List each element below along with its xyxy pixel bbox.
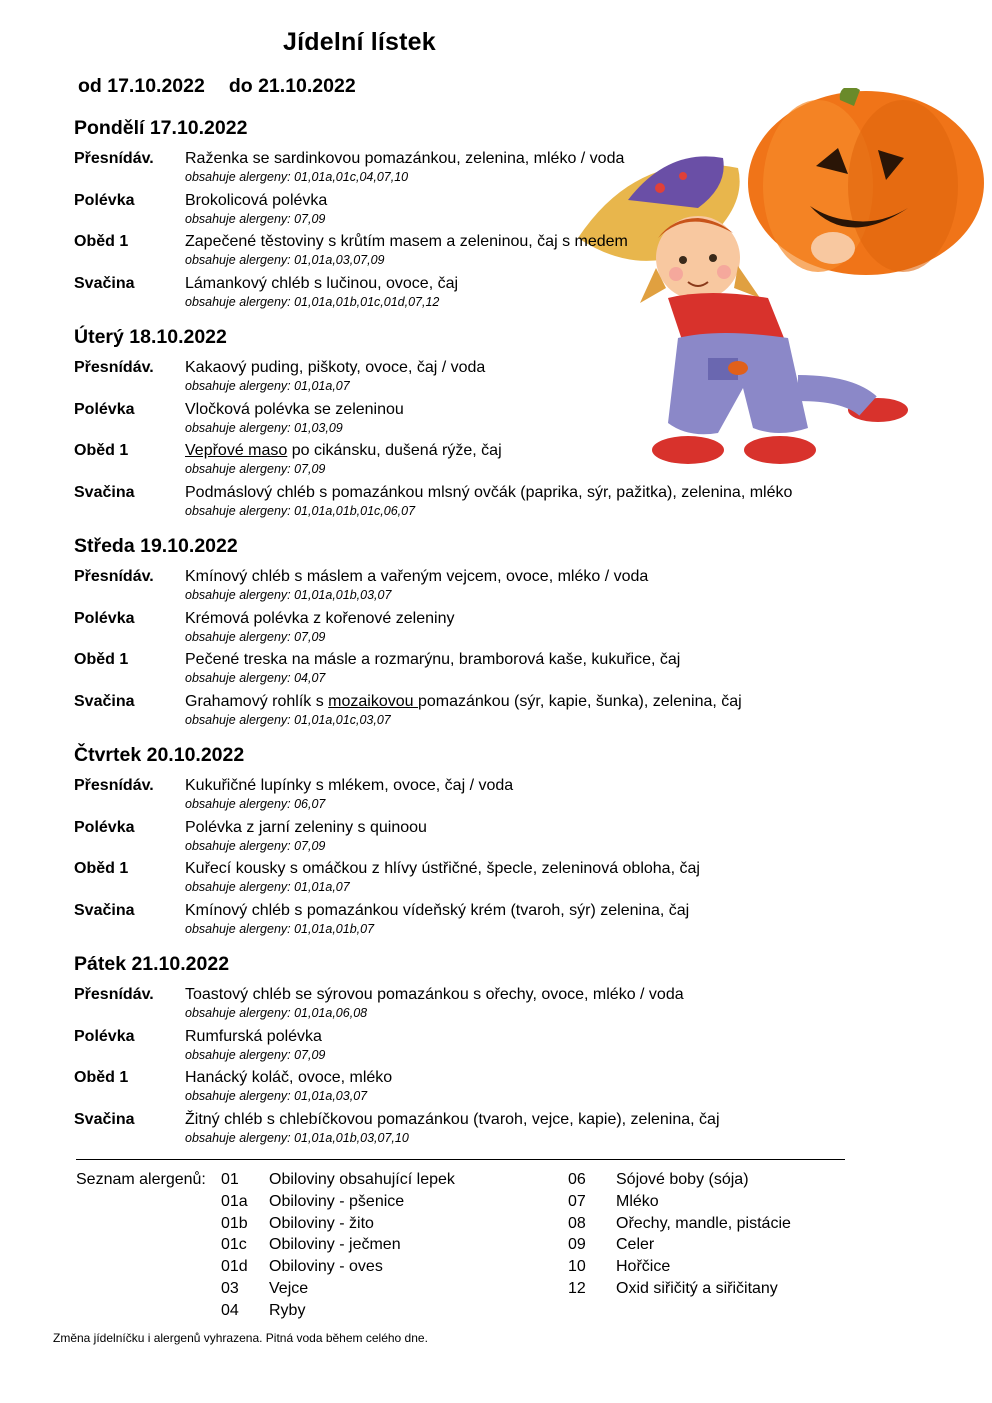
allergen-name: Ryby [269,1301,306,1319]
meal-row [74,900,854,942]
meal-row [74,440,854,482]
day-heading: Středa 19.10.2022 [74,535,238,557]
meal-allergens: obsahuje alergeny: 01,01a,01c,03,07 [185,712,391,727]
meal-description [185,150,624,168]
meal-allergens: obsahuje alergeny: 07,09 [185,462,326,477]
meal-label: Přesnídáv. [74,777,154,794]
meal-description-text: pomazánkou (sýr, kapie, šunka), zelenina, čaj [417,692,742,710]
meal-row [74,649,854,691]
meal-description-text: Kuřecí kousky s omáčkou z hlívy ústřičné, špecle, zeleninová obloha, čaj [185,860,700,878]
allergen-code: 07 [568,1192,586,1210]
meal-label: Přesnídáv. [74,568,154,585]
meal-allergens: obsahuje alergeny: 01,01a,01b,01c,01d,07,12 [185,294,440,309]
meal-allergens: obsahuje alergeny: 01,01a,07 [185,880,350,895]
meal-allergens: obsahuje alergeny: 01,01a,01b,07 [185,921,375,936]
meal-allergens: obsahuje alergeny: 01,01a,07 [185,379,350,393]
meal-description-text: Krémová polévka z kořenové zeleniny [185,609,455,627]
meal-description-text: Rumfurská polévka [185,1027,322,1045]
meal-label: Oběd 1 [74,1069,129,1087]
day-section [74,743,854,941]
allergen-code: 12 [568,1279,586,1297]
meal-allergens: obsahuje alergeny: 01,01a,03,07 [185,1089,368,1104]
meal-description [185,819,427,837]
meal-label: Svačina [74,274,135,292]
allergen-code: 01a [221,1192,248,1210]
allergen-name: Ořechy, mandle, pistácie [616,1214,791,1232]
meal-description [185,568,648,586]
meal-label: Přesnídáv. [74,359,154,376]
meal-description [185,777,513,795]
meal-allergens: obsahuje alergeny: 04,07 [185,671,326,686]
allergen-name: Mléko [616,1192,659,1210]
legend-divider [76,1159,845,1160]
meal-description [185,1069,392,1087]
meal-description-text: Brokolicová polévka [185,191,328,209]
meal-description-text: po cikánsku, dušená rýže, čaj [287,442,502,460]
meal-row [74,1109,854,1151]
meal-description-text: Lámankový chléb s lučinou, ovoce, čaj [185,274,459,292]
meal-allergens: obsahuje alergeny: 01,03,09 [185,420,343,435]
allergen-code: 01b [221,1214,248,1232]
meal-description-text: Toastový chléb se sýrovou pomazánkou s ořechy, ovoce, mléko / voda [185,986,684,1003]
meal-allergens: obsahuje alergeny: 07,09 [185,838,326,853]
meal-description-text: Raženka se sardinkovou pomazánkou, zelenina, mléko / voda [185,150,625,167]
day-section [74,325,854,523]
meal-label: Oběd 1 [74,442,129,460]
allergen-code: 03 [221,1279,239,1297]
meal-allergens: obsahuje alergeny: 07,09 [185,211,326,226]
meal-description-text: Kmínový chléb s pomazánkou vídeňský krém (tvaroh, sýr) zelenina, čaj [185,901,690,919]
meal-allergens: obsahuje alergeny: 01,01a,01b,03,07,10 [185,1130,409,1145]
meal-description-start: Grahamový rohlík s [185,692,329,710]
meal-allergens: obsahuje alergeny: 01,01a,01b,01c,06,07 [185,503,416,518]
meal-label: Svačina [74,483,135,501]
meal-description-underlined: Vepřové maso [185,442,288,460]
date-to: do 21.10.2022 [228,75,356,97]
meal-row [74,190,854,232]
day-section [74,534,854,732]
allergen-code: 01c [221,1236,247,1254]
meal-row [74,231,854,273]
meal-description-text: Podmáslový chléb s pomazánkou mlsný ovčák (paprika, sýr, pažitka), zelenina, mléko [185,483,793,501]
meal-allergens: obsahuje alergeny: 06,07 [185,797,326,811]
allergen-name: Hořčice [616,1258,671,1276]
meal-row [74,273,854,315]
meal-label: Oběd 1 [74,233,129,251]
meal-description [185,484,792,502]
allergen-name: Obiloviny - oves [269,1258,383,1276]
meal-description [185,442,502,460]
legend-label: Seznam alergenů: [76,1171,206,1188]
allergen-code: 01d [221,1258,248,1276]
meal-description [185,192,327,210]
meal-description-text: Polévka z jarní zeleniny s quinoou [185,818,427,836]
allergen-name: Obiloviny obsahující lepek [269,1171,455,1188]
meal-label: Polévka [74,1027,135,1045]
meal-allergens: obsahuje alergeny: 07,09 [185,1047,326,1062]
meal-label: Přesnídáv. [74,986,154,1003]
meal-description [185,610,454,628]
meal-description [185,651,680,669]
date-from: od 17.10.2022 [78,75,205,97]
meal-row [74,148,854,190]
meal-label: Polévka [74,191,135,209]
meal-label: Polévka [74,400,135,418]
meal-description-text: Kukuřičné lupínky s mlékem, ovoce, čaj / voda [185,777,514,794]
meal-description [185,401,404,419]
meal-row [74,775,854,817]
meal-description [185,359,485,377]
meal-row [74,1067,854,1109]
meal-description [185,902,689,920]
meal-row [74,691,854,733]
meal-row [74,1026,854,1068]
meal-row [74,858,854,900]
day-heading: Čtvrtek 20.10.2022 [74,744,245,766]
allergen-code: 10 [568,1258,586,1276]
allergen-name: Obiloviny - pšenice [269,1192,405,1210]
meal-label: Oběd 1 [74,651,129,669]
date-range [78,75,356,98]
meal-description [185,1028,322,1046]
page-title: Jídelní lístek [283,28,436,56]
meal-description [185,1111,720,1129]
meal-row [74,357,854,399]
day-heading: Pátek 21.10.2022 [74,953,230,975]
meal-row [74,566,854,608]
meal-allergens: obsahuje alergeny: 01,01a,01b,03,07 [185,588,392,602]
meal-description [185,986,684,1004]
meal-description-text: Hanácký koláč, ovoce, mléko [185,1069,393,1087]
allergen-code: 06 [568,1171,586,1188]
meal-label: Svačina [74,1110,135,1128]
meal-allergens: obsahuje alergeny: 07,09 [185,629,326,644]
allergen-code: 01 [221,1171,239,1188]
day-section [74,952,854,1150]
meal-row [74,984,854,1026]
footer-note: Změna jídelníčku i alergenů vyhrazena. Pitná voda během celého dne. [53,1331,428,1345]
meal-description-text: Pečené treska na másle a rozmarýnu, bramborová kaše, kukuřice, čaj [185,651,681,669]
meal-row [74,817,854,859]
meal-description [185,693,742,711]
meal-description-text: Žitný chléb s chlebíčkovou pomazánkou (tvaroh, vejce, kapie), zelenina, čaj [185,1110,720,1128]
meal-label: Svačina [74,901,135,919]
meal-allergens: obsahuje alergeny: 01,01a,06,08 [185,1006,368,1020]
meal-description-text: Kmínový chléb s máslem a vařeným vejcem, ovoce, mléko / voda [185,568,649,585]
meal-row [74,608,854,650]
meal-label: Svačina [74,692,135,710]
meal-label: Polévka [74,609,135,627]
allergen-name: Obiloviny - ječmen [269,1236,401,1254]
allergen-name: Obiloviny - žito [269,1214,374,1232]
allergen-name: Oxid siřičitý a siřičitany [616,1279,778,1297]
meal-description-text: Vločková polévka se zeleninou [185,400,404,418]
meal-row [74,399,854,441]
allergen-code: 09 [568,1236,586,1254]
allergen-code: 04 [221,1301,239,1319]
meal-description-text: Zapečené těstoviny s krůtím masem a zeleninou, čaj s medem [185,233,628,251]
day-heading: Úterý 18.10.2022 [74,326,227,348]
day-heading: Pondělí 17.10.2022 [74,117,248,139]
meal-allergens: obsahuje alergeny: 01,01a,01c,04,07,10 [185,170,409,184]
allergen-code: 08 [568,1214,586,1232]
meal-description-text: Kakaový puding, piškoty, ovoce, čaj / voda [185,359,486,376]
meal-label: Polévka [74,818,135,836]
meal-row [74,482,854,524]
allergen-name: Vejce [269,1279,309,1297]
meal-description [185,233,628,251]
meal-description [185,860,700,878]
meal-description [185,275,458,293]
allergen-name: Celer [616,1236,655,1254]
meal-label: Oběd 1 [74,860,129,878]
meal-allergens: obsahuje alergeny: 01,01a,03,07,09 [185,253,385,268]
allergen-name: Sójové boby (sója) [616,1171,749,1188]
meal-label: Přesnídáv. [74,150,154,167]
meal-description-underlined: mozaikovou [328,692,418,710]
day-section [74,116,854,314]
